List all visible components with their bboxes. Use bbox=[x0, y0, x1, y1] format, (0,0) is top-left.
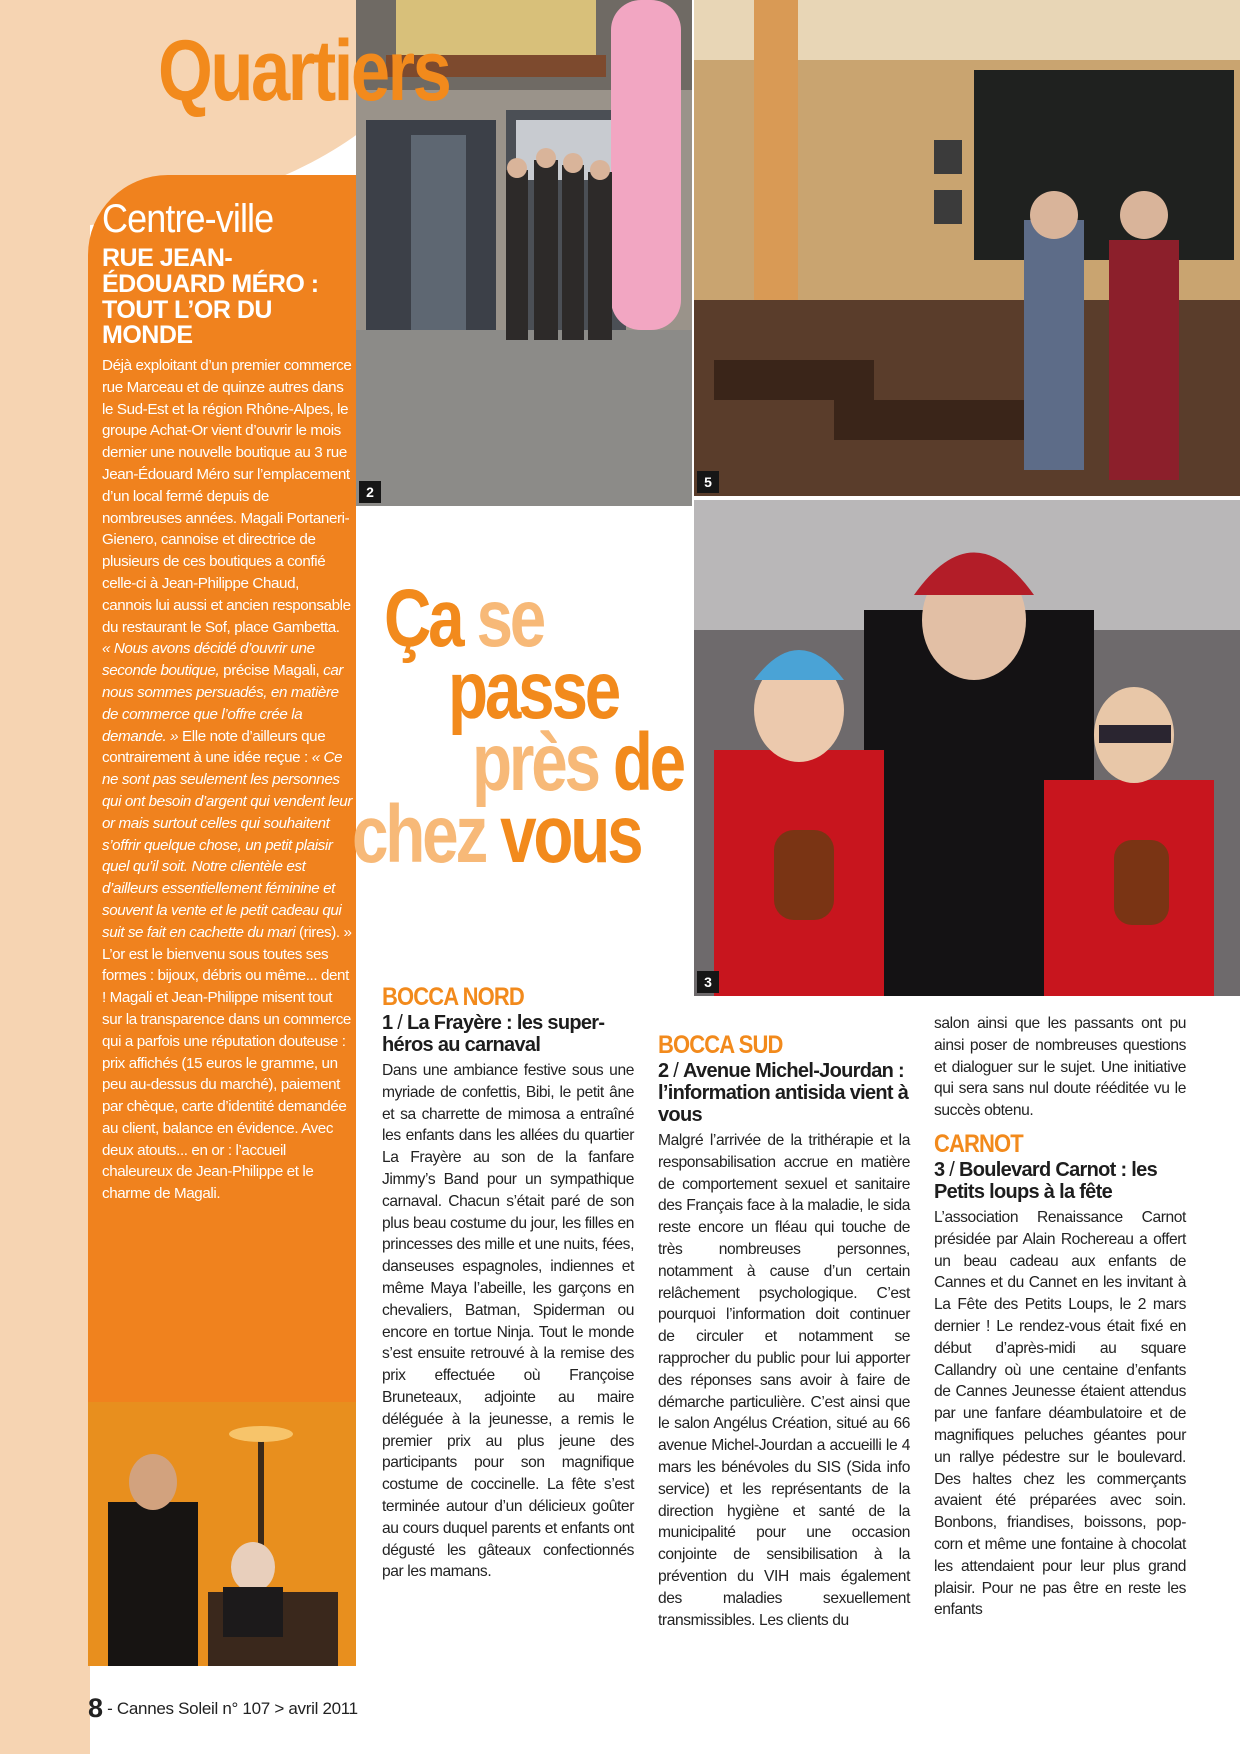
article-title-text: La Frayère : les super-héros au carnaval bbox=[382, 1012, 605, 1056]
article-body: L’association Renaissance Carnot présidée par Alain Rochereau a offert un beau cadeau aux enfants de Cannes et du Cannet en les invitant à La Fête des Petits Loups, le 2 mars dernier ! Le rendez-vous était fixé en début d’après-midi au square Callandry où une centaine d’enfants de Cannes Jeunesse étaient attendus par une fanfare déambulatoire et de magnifiques peluches géantes pour un rallye pédestre sur le boulevard. Des haltes chez les commerçants avaient été préparées avec soin. Bonbons, friandises, boissons, pop-corn et même une fontaine à chocolat les attendaient pour leur plus grand plaisir. Pour ne pas être en reste les enfants bbox=[934, 1208, 1186, 1619]
headline-word: vous bbox=[500, 789, 641, 880]
photo-restaurant bbox=[694, 0, 1240, 496]
photo-number-badge: 2 bbox=[359, 481, 381, 503]
sidebar-quote: « Nous avons décidé d’ouvrir une seconde boutique, bbox=[102, 640, 315, 680]
article-bocca-sud bbox=[658, 1033, 910, 1631]
page-edge-band bbox=[0, 0, 90, 1754]
article-title-text: Avenue Michel-Jourdan : l’information antisida vient à vous bbox=[658, 1060, 909, 1126]
headline-word: chez bbox=[352, 789, 486, 880]
headline-word: passe bbox=[448, 645, 619, 736]
sidebar-text: (rires). » L’or est le bienvenu sous toutes ses formes : bijoux, débris ou même... dent ! Magali et Jean-Philippe misent tout sur la transparence dans un commerce qui a parfois une réputation douteuse : prix affichés (15 euros le gramme, un peu au-dessus du marché), paiement par chèque, carte d’identité demandée au client, balance en évidence. Avec deux atouts... en or : l’accueil chaleureux de Jean-Philippe et le charme de Magali. bbox=[102, 923, 352, 1203]
sidebar-article bbox=[102, 198, 352, 1205]
article-number: 3 bbox=[934, 1158, 945, 1181]
article-continuation: salon ainsi que les passants ont pu ainsi poser de nombreuses questions et dialoguer sur le sujet. Une initiative qui sera sans nul doute rééditée vu le succès obtenu. bbox=[934, 1015, 1186, 1120]
restaurant-illustration bbox=[694, 0, 1240, 496]
photo-boutique-owners bbox=[88, 1402, 356, 1666]
issue-date: avril 2011 bbox=[283, 1699, 358, 1718]
article-title: 2 / Avenue Michel-Jourdan : l’information antisida vient à vous bbox=[658, 1060, 909, 1126]
magazine-name: - Cannes Soleil n° 107 bbox=[102, 1699, 275, 1718]
sidebar-kicker: Centre-ville bbox=[102, 197, 274, 241]
article-section-label: BOCCA SUD bbox=[658, 1031, 783, 1059]
sidebar-text: précise Magali, bbox=[219, 662, 324, 680]
sidebar-text: Elle note d’ailleurs que contrairement à une idée reçue : bbox=[102, 727, 326, 767]
carnival-illustration bbox=[694, 500, 1240, 996]
article-section-label: BOCCA NORD bbox=[382, 983, 524, 1011]
footer-arrow: > bbox=[274, 1699, 284, 1718]
sidebar-paragraph: Déjà exploitant d’un premier commerce rue Marceau et de quinze autres dans le Sud-Est et la région Rhône-Alpes, le groupe Achat-Or vient d’ouvrir le mois dernier une nouvelle boutique au 3 rue Jean-Édouard Méro sur l’emplacement d’un local fermé depuis de nombreuses années. Magali Portaneri-Gienero, cannoise et directrice de plusieurs de ces boutiques a confié celle-ci à Jean-Philippe Chaud, cannois lui aussi et ancien responsable du restaurant le Sof, place Gambetta. bbox=[102, 357, 352, 636]
photo-carnival bbox=[694, 500, 1240, 996]
feature-headline bbox=[352, 573, 692, 880]
article-title: 1 / La Frayère : les super-héros au carnaval bbox=[382, 1012, 605, 1056]
section-masthead: Quartiers bbox=[158, 23, 450, 119]
article-body: Malgré l’arrivée de la trithérapie et la responsabilisation accrue en matière de comportement sexuel et sanitaire des Français face à la maladie, le sida reste encore un fléau qui touche de très nombreuses personnes, notamment à cause d’un certain relâchement psychologique. C’est pourquoi l’information doit continuer de circuler et notamment se rapprocher du public pour lui apporter des réponses sans avoir à faire de démarche particulière. C’est ainsi que le salon Angélus Création, situé au 66 avenue Michel-Jourdan a accueilli le 4 mars les bénévoles du SIS (Sida info service) et les représentants de la direction hygiène et santé de la municipalité pour une occasion conjointe de sensibilisation à la prévention du VIH mais également des maladies sexuellement transmissibles. Les clients du bbox=[658, 1132, 910, 1629]
photo-number-badge: 3 bbox=[697, 971, 719, 993]
article-number: 1 bbox=[382, 1012, 393, 1034]
sidebar-quote: « Ce ne sont pas seulement les personnes qui ont besoin d’argent qui vendent leur or mais surtout celles qui souhaitent s’offrir quelque chose, un petit plaisir quel qu’il soit. Notre clientèle est d’ailleurs essentiellement féminine et souvent la vente et le petit cadeau qui suit se fait en cachette du mari bbox=[102, 749, 352, 941]
article-bocca-nord bbox=[382, 985, 634, 1583]
headline-word: de bbox=[612, 717, 683, 808]
sidebar-body bbox=[102, 355, 352, 1205]
article-section-label: CARNOT bbox=[934, 1129, 1023, 1158]
headline-word: Ça bbox=[384, 573, 462, 664]
headline-word: se bbox=[476, 573, 544, 664]
article-carnot bbox=[934, 1013, 1186, 1621]
sidebar-title: RUE JEAN-ÉDOUARD MÉRO : TOUT L’OR DU MONDE bbox=[102, 244, 319, 350]
headline-word: près bbox=[472, 717, 598, 808]
page-number: 8 bbox=[88, 1693, 103, 1723]
article-title-text: Boulevard Carnot : les Petits loups à la fête bbox=[934, 1158, 1157, 1203]
boutique-owners-illustration bbox=[88, 1402, 356, 1666]
article-body: Dans une ambiance festive sous une myriade de confettis, Bibi, le petit âne et sa charrette de mimosa a entraîné les enfants dans les allées du quartier La Frayère au son de la fanfare Jimmy’s Band pour un sympathique carnaval. Chacun s’était paré de son plus beau costume du jour, les filles en princesses des mille et une nuits, fées, danseuses espagnoles, indiennes et même Maya l’abeille, les garçons en chevaliers, Batman, Spiderman ou encore en tortue Ninja. Tout le monde s’est ensuite retrouvé à la remise des prix effectuée où Françoise Bruneteaux, adjointe au maire déléguée à la jeunesse, a remis le premier prix au plus jeune des participants pour son magnifique costume de coccinelle. La fête s’est terminée autour d’un délicieux goûter au cours duquel parents et enfants ont dégusté les gâteaux confectionnés par les mamans. bbox=[382, 1062, 634, 1581]
sidebar-quote: car nous sommes persuadés, en matière de commerce que l’offre crée la demande. » bbox=[102, 662, 344, 745]
page-footer bbox=[88, 1693, 358, 1724]
article-title: 3 / Boulevard Carnot : les Petits loups à la fête bbox=[934, 1158, 1157, 1203]
article-number: 2 bbox=[658, 1060, 669, 1082]
photo-number-badge: 5 bbox=[697, 471, 719, 493]
